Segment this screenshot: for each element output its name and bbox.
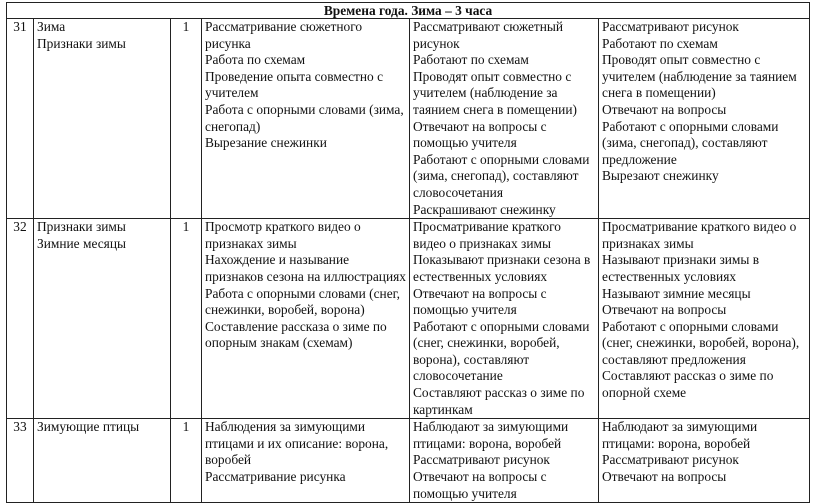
- activity-line: Проведение опыта совместно с учителем: [205, 68, 384, 101]
- activities-cell: [202, 419, 410, 503]
- level1-line: Отвечают на вопросы с помощью учителя: [413, 285, 547, 318]
- table-title: Времена года. Зима – 3 часа: [7, 3, 810, 19]
- level1-line: Проводят опыт совместно с учителем (наблюдение за таянием снега в помещении): [413, 68, 577, 117]
- level2-line: Наблюдают за зимующими птицами: ворона, воробей: [602, 419, 758, 451]
- level1-line: Раскрашивают снежинку: [413, 201, 556, 217]
- level1-line: Составляют рассказ о зиме по картинкам: [413, 385, 585, 417]
- level1-line: Наблюдают за зимующими птицами: ворона, воробей: [413, 419, 569, 451]
- level2-line: Отвечают на вопросы: [602, 302, 727, 318]
- level1-line: Показывают признаки сезона в естественных условиях: [413, 252, 591, 284]
- level1-line: Отвечают на вопросы с помощью учителя: [413, 118, 547, 151]
- level2-line: Работают с опорными словами (снег, снежинки, воробей, ворона), составляют предложения: [602, 318, 800, 367]
- table-row: [7, 419, 810, 503]
- table-row: [7, 219, 810, 419]
- level2-line: Называют признаки зимы в естественных условиях: [602, 252, 760, 284]
- level1-line: Просматривание краткого видео о признаках зимы: [413, 219, 561, 251]
- topic-line: Зимние месяцы: [37, 235, 126, 251]
- level2-line: Называют зимние месяцы: [602, 285, 751, 301]
- activity-line: Наблюдения за зимующими птицами и их описание: ворона, воробей: [205, 419, 389, 468]
- activities-cell: [202, 19, 410, 219]
- level2-line: Отвечают на вопросы: [602, 469, 727, 485]
- activity-line: Вырезание снежинки: [205, 135, 327, 151]
- level1-cell: [410, 19, 599, 219]
- lesson-topic: [34, 219, 171, 419]
- lesson-hours: 1: [171, 219, 202, 419]
- level1-line: Рассматривают рисунок: [413, 452, 550, 468]
- lesson-topic: [34, 19, 171, 219]
- topic-line: Зима: [37, 19, 66, 34]
- activities-cell: [202, 219, 410, 419]
- level2-cell: [599, 19, 810, 219]
- level2-line: Рассматривают рисунок: [602, 19, 739, 34]
- level2-line: Составляют рассказ о зиме по опорной схеме: [602, 368, 774, 401]
- lesson-hours: 1: [171, 19, 202, 219]
- topic-line: Зимующие птицы: [37, 419, 140, 435]
- level2-line: Работают по схемам: [602, 35, 718, 51]
- level2-cell: [599, 419, 810, 503]
- activity-line: Рассматривание рисунка: [205, 469, 346, 485]
- activity-line: Составление рассказа о зиме по опорным знакам (схемам): [205, 318, 387, 351]
- lesson-number: 33: [7, 419, 34, 503]
- level2-cell: [599, 219, 810, 419]
- level1-line: Рассматривают сюжетный рисунок: [413, 19, 564, 51]
- activity-line: Работа по схемам: [205, 52, 306, 68]
- level2-line: Работают с опорными словами (зима, снегопад), составляют предложение: [602, 118, 779, 167]
- lesson-number: 31: [7, 19, 34, 219]
- activity-line: Просмотр краткого видео о признаках зимы: [205, 219, 361, 251]
- table-row: [7, 19, 810, 219]
- level2-line: Рассматривают рисунок: [602, 452, 739, 468]
- level1-cell: [410, 219, 599, 419]
- activity-line: Работа с опорными словами (зима, снегопад): [205, 101, 404, 134]
- level1-line: Отвечают на вопросы с помощью учителя: [413, 469, 547, 501]
- activity-line: Нахождение и называние признаков сезона на иллюстрациях: [205, 252, 406, 284]
- lesson-number: 32: [7, 219, 34, 419]
- lesson-hours: 1: [171, 419, 202, 503]
- lesson-topic: [34, 419, 171, 503]
- level2-line: Просматривание краткого видео о признаках зимы: [602, 219, 797, 251]
- level1-line: Работают с опорными словами (снег, снежинки, воробей, ворона), составляют словосочетание: [413, 318, 590, 384]
- level2-line: Отвечают на вопросы: [602, 101, 727, 117]
- level1-line: Работают по схемам: [413, 52, 529, 68]
- level1-cell: [410, 419, 599, 503]
- table-title-row: [7, 3, 810, 19]
- topic-line: Признаки зимы: [37, 35, 126, 51]
- level1-line: Работают с опорными словами (зима, снегопад), составляют словосочетания: [413, 151, 590, 200]
- topic-line: Признаки зимы: [37, 219, 126, 235]
- level2-line: Проводят опыт совместно с учителем (наблюдение за таянием снега в помещении): [602, 52, 797, 101]
- level2-line: Вырезают снежинку: [602, 168, 719, 184]
- activity-line: Работа с опорными словами (снег, снежинки, воробей, ворона): [205, 285, 400, 318]
- activity-line: Рассматривание сюжетного рисунка: [205, 19, 363, 51]
- lesson-plan-table: [6, 2, 810, 503]
